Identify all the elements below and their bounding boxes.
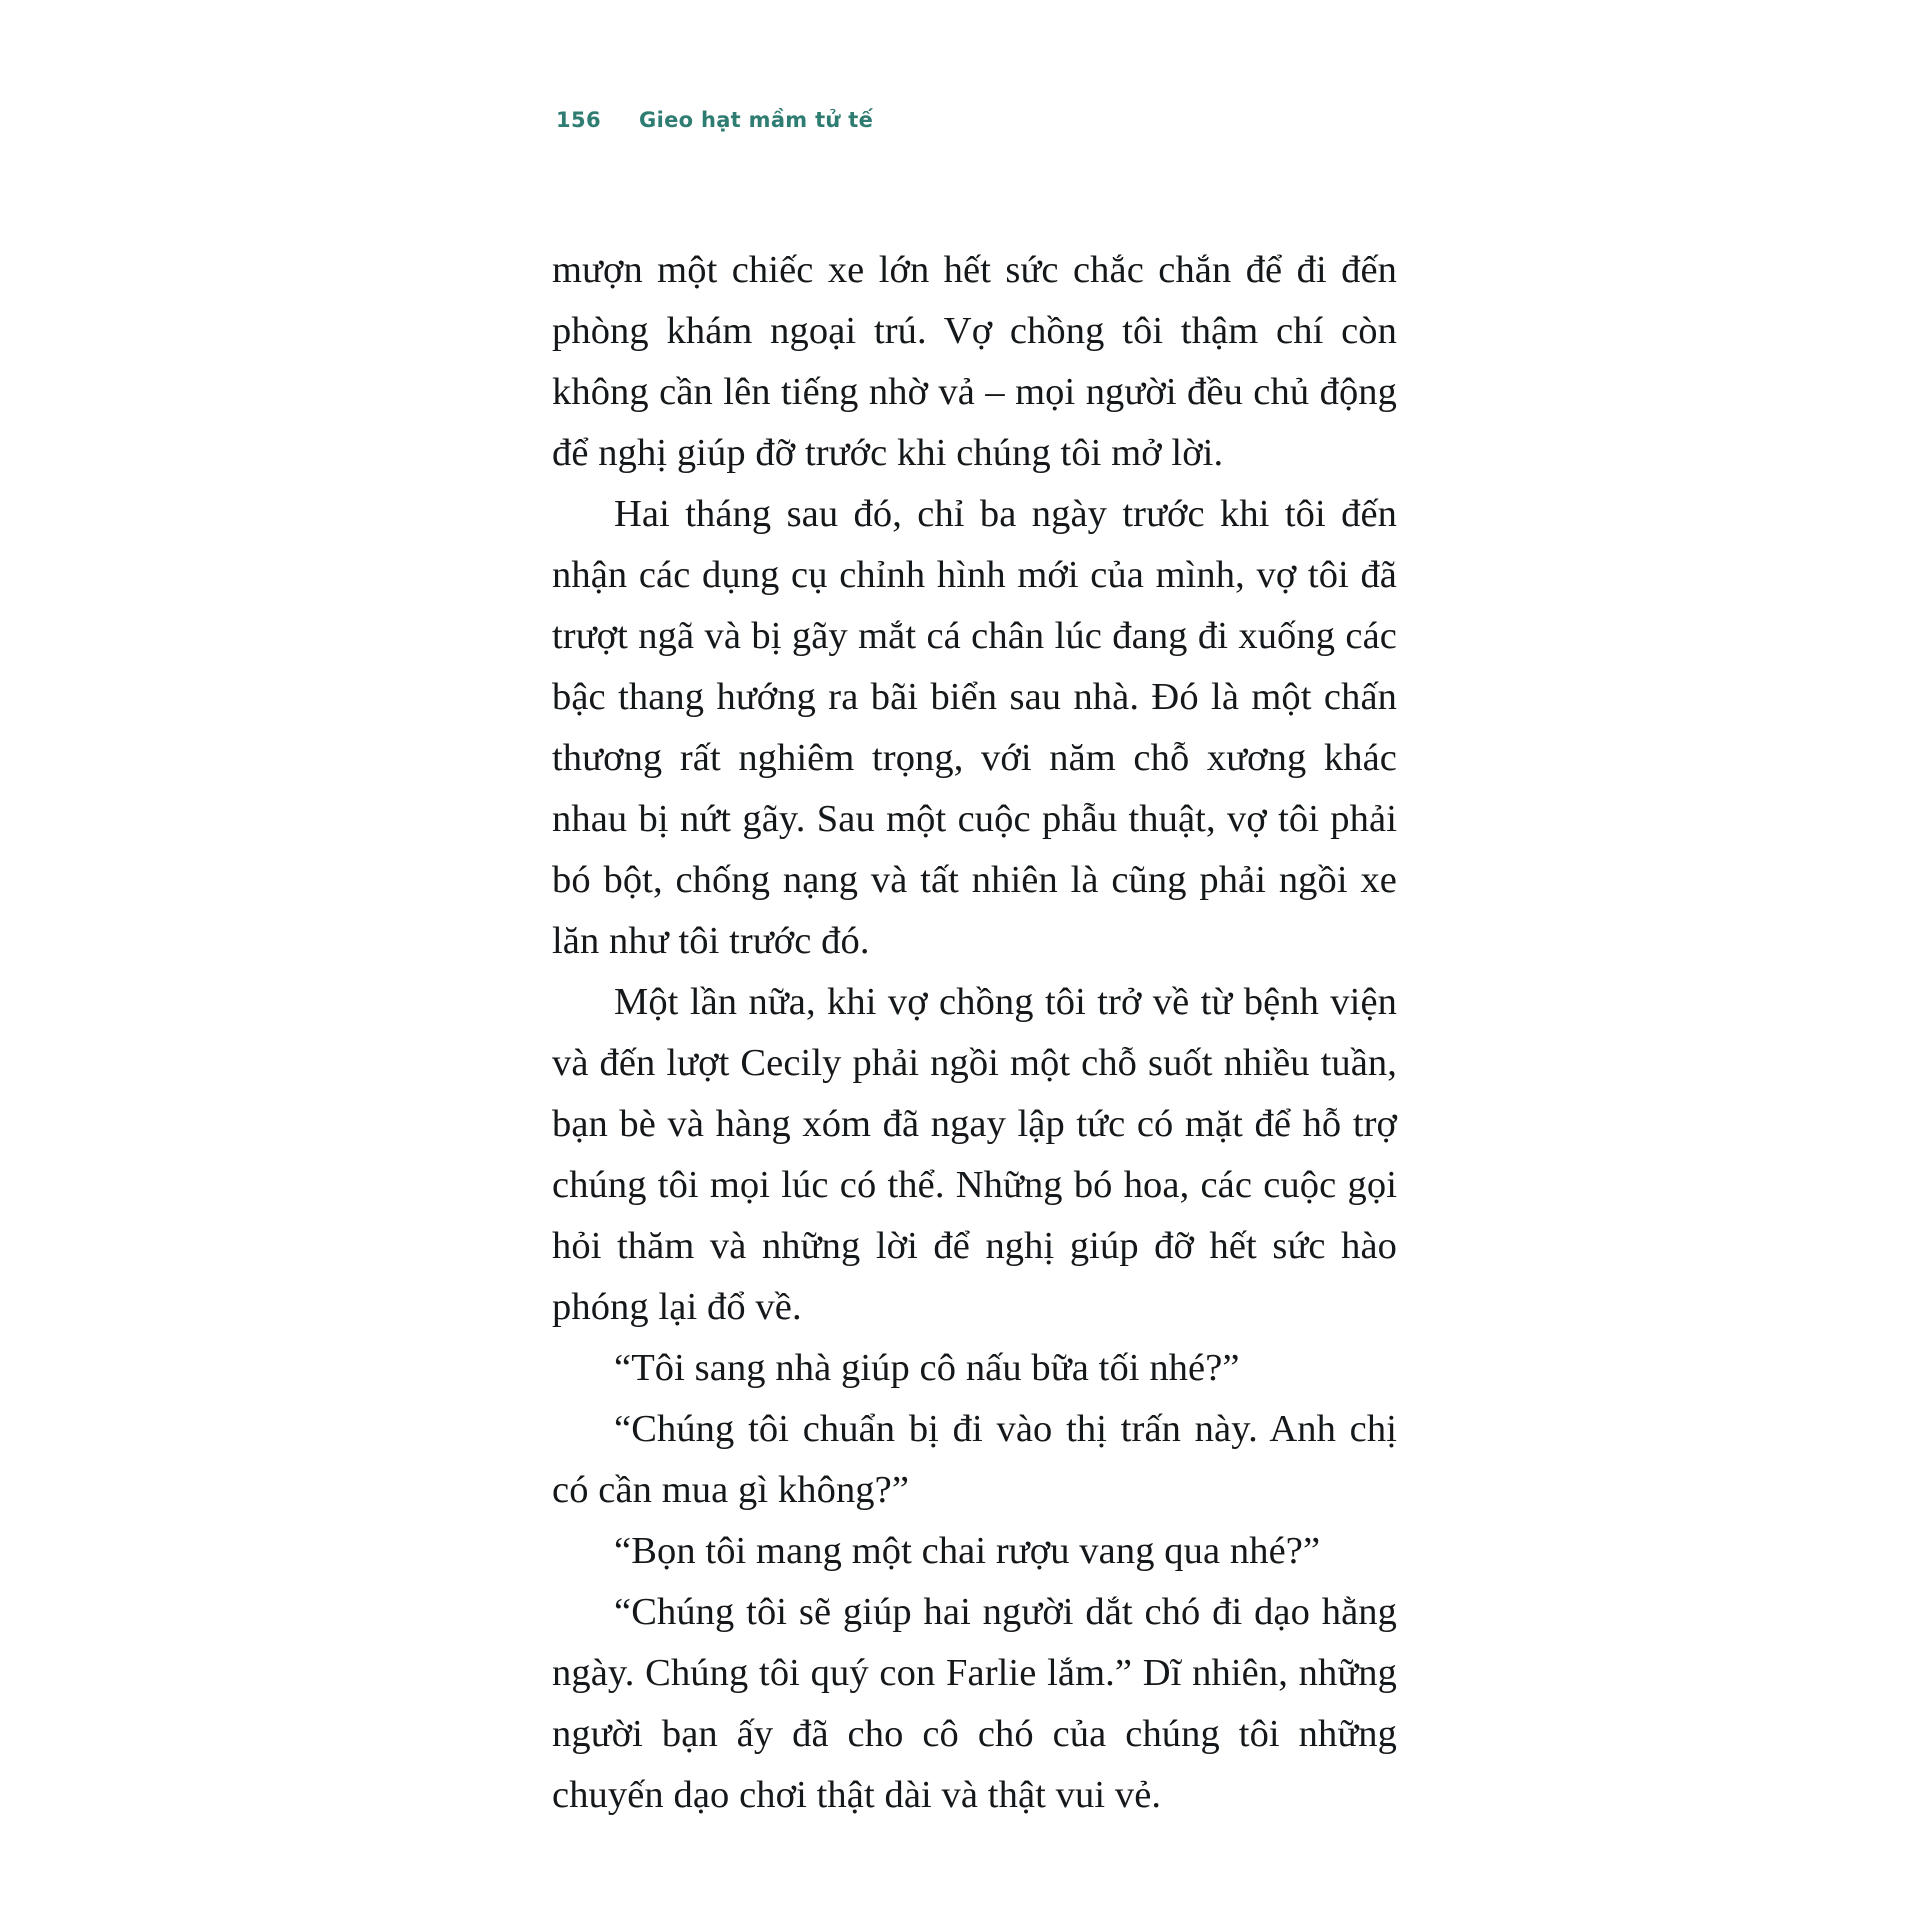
paragraph: mượn một chiếc xe lớn hết sức chắc chắn để đi đến phòng khám ngoại trú. Vợ chồng tôi thậm chí còn không cần lên tiếng nhờ vả – mọi người đều chủ động để nghị giúp đỡ trước khi chúng tôi mở lời. xyxy=(552,249,1397,474)
running-head-title: Gieo hạt mầm tử tế xyxy=(639,108,874,132)
paragraph-quote: “Chúng tôi chuẩn bị đi vào thị trấn này. Anh chị có cần mua gì không?” xyxy=(552,1408,1397,1511)
paragraph: Hai tháng sau đó, chỉ ba ngày trước khi tôi đến nhận các dụng cụ chỉnh hình mới của mình, vợ tôi đã trượt ngã và bị gãy mắt cá chân lúc đang đi xuống các bậc thang hướng ra bãi biển sau nhà. Đó là một chấn thương rất nghiêm trọng, với năm chỗ xương khác nhau bị nứt gãy. Sau một cuộc phẫu thuật, vợ tôi phải bó bột, chống nạng và tất nhiên là cũng phải ngồi xe lăn như tôi trước đó. xyxy=(552,493,1397,962)
paragraph-quote: “Bọn tôi mang một chai rượu vang qua nhé?” xyxy=(614,1530,1321,1572)
paragraph: Một lần nữa, khi vợ chồng tôi trở về từ bệnh viện và đến lượt Cecily phải ngồi một chỗ suốt nhiều tuần, bạn bè và hàng xóm đã ngay lập tức có mặt để hỗ trợ chúng tôi mọi lúc có thể. Những bó hoa, các cuộc gọi hỏi thăm và những lời để nghị giúp đỡ hết sức hào phóng lại đổ về. xyxy=(552,981,1397,1328)
paragraph-quote: “Chúng tôi sẽ giúp hai người dắt chó đi dạo hằng ngày. Chúng tôi quý con Farlie lắm.” Dĩ nhiên, những người bạn ấy đã cho cô chó của chúng tôi những chuyến dạo chơi thật dài và thật vui vẻ. xyxy=(552,1591,1397,1816)
body-text xyxy=(552,240,1397,1826)
running-head xyxy=(556,108,873,132)
paragraph-quote: “Tôi sang nhà giúp cô nấu bữa tối nhé?” xyxy=(614,1347,1240,1389)
page-number: 156 xyxy=(556,108,602,132)
